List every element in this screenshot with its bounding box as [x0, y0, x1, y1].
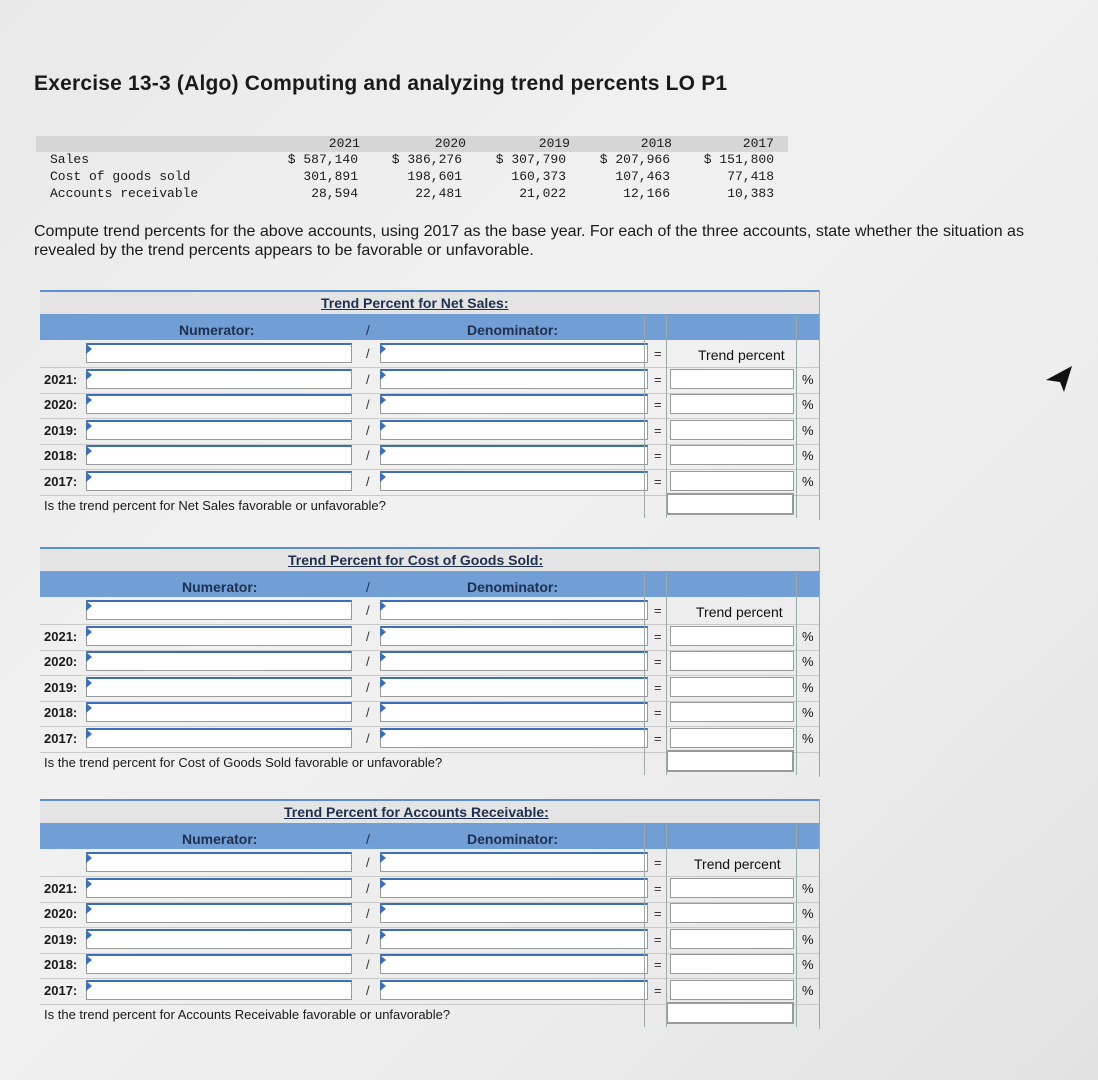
divide-symbol: /: [366, 603, 370, 618]
percent-sign: %: [802, 705, 814, 720]
panel-header-bar: [40, 314, 820, 340]
table-row: [36, 152, 788, 168]
numerator-input[interactable]: [86, 651, 352, 671]
year-label: 2019:: [44, 679, 78, 695]
year-label: 2018:: [44, 448, 78, 463]
denominator-input[interactable]: [380, 420, 648, 440]
row-label: Sales: [50, 152, 90, 167]
panel-header-bar: [40, 823, 820, 849]
input-row: [40, 443, 820, 470]
denominator-input[interactable]: [380, 445, 648, 465]
divide-symbol: /: [366, 957, 370, 972]
trend-percent-input[interactable]: [670, 954, 794, 974]
table-cell: 107,463: [615, 169, 670, 184]
denominator-input[interactable]: [380, 702, 648, 722]
table-cell: $ 307,790: [495, 152, 566, 167]
input-row: [40, 649, 820, 676]
divide-symbol: /: [366, 397, 370, 412]
column-divider: [666, 825, 667, 1027]
year-label: 2019:: [44, 422, 78, 438]
table-cell: 10,383: [727, 186, 774, 201]
year-header: 2019: [538, 136, 570, 151]
favorability-question: Is the trend percent for Cost of Goods Sold favorable or unfavorable?: [44, 755, 443, 770]
trend-percent-input[interactable]: [670, 929, 794, 949]
numerator-input[interactable]: [86, 954, 352, 974]
denominator-input[interactable]: [380, 394, 648, 414]
trend-panel: [40, 799, 820, 1034]
year-label: 2017:: [44, 982, 78, 998]
panel-header-bar: [40, 571, 820, 597]
table-cell: 160,373: [511, 169, 566, 184]
percent-sign: %: [802, 422, 814, 438]
row-label: Cost of goods sold: [50, 169, 191, 184]
divide-symbol: /: [366, 448, 370, 463]
denominator-input[interactable]: [380, 728, 648, 748]
input-row: [40, 341, 820, 368]
numerator-input[interactable]: [86, 980, 352, 1000]
input-row: [40, 624, 820, 651]
column-divider: [644, 825, 645, 1027]
table-cell: $ 151,800: [703, 152, 774, 167]
input-row: [40, 927, 820, 954]
divide-symbol: /: [366, 679, 370, 695]
numerator-input[interactable]: [86, 903, 352, 923]
year-label: 2021:: [44, 371, 78, 387]
table-cell: $ 386,276: [391, 152, 462, 167]
trend-percent-input[interactable]: [670, 369, 794, 389]
year-header: 2017: [742, 136, 774, 151]
panel-title: Trend Percent for Cost of Goods Sold:: [288, 552, 544, 568]
trend-percent-input[interactable]: [670, 394, 794, 414]
numerator-input[interactable]: [86, 852, 352, 872]
denominator-input[interactable]: [380, 903, 648, 923]
trend-percent-header: Trend percent: [694, 856, 781, 872]
numerator-input[interactable]: [86, 600, 352, 620]
equals-symbol: =: [654, 346, 662, 361]
panel-right-border: [819, 290, 820, 520]
divide-symbol: /: [366, 705, 370, 720]
divide-symbol: /: [366, 982, 370, 998]
input-row: [40, 675, 820, 702]
table-row: [36, 169, 788, 185]
equals-symbol: =: [654, 855, 662, 870]
divide-symbol: /: [366, 831, 370, 847]
equals-symbol: =: [654, 473, 662, 489]
input-row: [40, 952, 820, 979]
trend-percent-input[interactable]: [670, 728, 794, 748]
column-divider: [796, 573, 797, 775]
equals-symbol: =: [654, 931, 662, 947]
divide-symbol: /: [366, 322, 370, 338]
trend-percent-input[interactable]: [670, 651, 794, 671]
percent-sign: %: [802, 397, 814, 412]
favorable-unfavorable-select[interactable]: [666, 493, 794, 515]
table-cell: 77,418: [727, 169, 774, 184]
data-table-header: [36, 136, 788, 152]
column-divider: [796, 825, 797, 1027]
numerator-input[interactable]: [86, 343, 352, 363]
numerator-input[interactable]: [86, 445, 352, 465]
table-cell: 28,594: [311, 186, 358, 201]
percent-sign: %: [802, 371, 814, 387]
input-row: [40, 392, 820, 419]
table-cell: 301,891: [303, 169, 358, 184]
table-cell: 21,022: [519, 186, 566, 201]
table-row: [36, 186, 788, 202]
percent-sign: %: [802, 906, 814, 921]
divide-symbol: /: [366, 346, 370, 361]
table-cell: 198,601: [407, 169, 462, 184]
year-label: 2017:: [44, 473, 78, 489]
table-cell: 22,481: [415, 186, 462, 201]
input-row: [40, 700, 820, 727]
column-divider: [796, 316, 797, 518]
trend-percent-input[interactable]: [670, 903, 794, 923]
equals-symbol: =: [654, 603, 662, 618]
numerator-header: Numerator:: [182, 831, 258, 847]
divide-symbol: /: [366, 422, 370, 438]
favorability-question: Is the trend percent for Accounts Receivable favorable or unfavorable?: [44, 1007, 451, 1022]
denominator-input[interactable]: [380, 471, 648, 491]
trend-percent-input[interactable]: [670, 702, 794, 722]
input-row: [40, 726, 820, 753]
input-row: [40, 876, 820, 903]
equals-symbol: =: [654, 397, 662, 412]
percent-sign: %: [802, 931, 814, 947]
equals-symbol: =: [654, 448, 662, 463]
denominator-input[interactable]: [380, 980, 648, 1000]
divide-symbol: /: [366, 931, 370, 947]
year-label: 2018:: [44, 705, 78, 720]
trend-percent-header: Trend percent: [696, 604, 783, 620]
equals-symbol: =: [654, 628, 662, 644]
year-header: 2021: [328, 136, 360, 151]
year-header: 2018: [640, 136, 672, 151]
equals-symbol: =: [654, 422, 662, 438]
numerator-input[interactable]: [86, 626, 352, 646]
trend-percent-input[interactable]: [670, 626, 794, 646]
column-divider: [666, 316, 667, 518]
percent-sign: %: [802, 448, 814, 463]
year-label: 2020:: [44, 397, 78, 412]
divide-symbol: /: [366, 628, 370, 644]
mouse-pointer-icon: [1044, 362, 1074, 394]
numerator-input[interactable]: [86, 394, 352, 414]
instructions-text: Compute trend percents for the above accounts, using 2017 as the base year. For each of the three accounts, state whether the situation as revealed by the trend percents appears to be favorable or unfavorable.: [34, 223, 1024, 259]
equals-symbol: =: [654, 906, 662, 921]
divide-symbol: /: [366, 855, 370, 870]
numerator-input[interactable]: [86, 728, 352, 748]
denominator-input[interactable]: [380, 954, 648, 974]
page-title: Exercise 13-3 (Algo) Computing and analyzing trend percents LO P1: [34, 72, 728, 95]
denominator-header: Denominator:: [467, 322, 558, 338]
input-row: [40, 850, 820, 877]
divide-symbol: /: [366, 880, 370, 896]
year-label: 2021:: [44, 628, 78, 644]
trend-panel: [40, 290, 820, 525]
row-label: Accounts receivable: [50, 186, 199, 201]
denominator-input[interactable]: [380, 651, 648, 671]
divide-symbol: /: [366, 579, 370, 595]
equals-symbol: =: [654, 982, 662, 998]
table-cell: $ 587,140: [287, 152, 358, 167]
divide-symbol: /: [366, 371, 370, 387]
equals-symbol: =: [654, 705, 662, 720]
trend-percent-input[interactable]: [670, 677, 794, 697]
percent-sign: %: [802, 880, 814, 896]
denominator-header: Denominator:: [467, 579, 558, 595]
divide-symbol: /: [366, 730, 370, 746]
percent-sign: %: [802, 679, 814, 695]
favorability-question: Is the trend percent for Net Sales favorable or unfavorable?: [44, 498, 386, 513]
trend-percent-input[interactable]: [670, 878, 794, 898]
year-header: 2020: [434, 136, 466, 151]
numerator-input[interactable]: [86, 702, 352, 722]
panel-right-border: [819, 547, 820, 777]
table-cell: $ 207,966: [599, 152, 670, 167]
year-label: 2021:: [44, 880, 78, 896]
denominator-input[interactable]: [380, 852, 648, 872]
denominator-input[interactable]: [380, 369, 648, 389]
panel-title: Trend Percent for Net Sales:: [321, 295, 509, 311]
input-row: [40, 367, 820, 394]
percent-sign: %: [802, 654, 814, 669]
equals-symbol: =: [654, 880, 662, 896]
percent-sign: %: [802, 730, 814, 746]
divide-symbol: /: [366, 906, 370, 921]
percent-sign: %: [802, 982, 814, 998]
favorable-unfavorable-select[interactable]: [666, 750, 794, 772]
numerator-input[interactable]: [86, 677, 352, 697]
equals-symbol: =: [654, 679, 662, 695]
input-row: [40, 418, 820, 445]
trend-percent-input[interactable]: [670, 471, 794, 491]
input-row: [40, 901, 820, 928]
year-label: 2019:: [44, 931, 78, 947]
equals-symbol: =: [654, 957, 662, 972]
column-divider: [644, 573, 645, 775]
denominator-input[interactable]: [380, 878, 648, 898]
percent-sign: %: [802, 473, 814, 489]
denominator-input[interactable]: [380, 626, 648, 646]
panel-right-border: [819, 799, 820, 1029]
trend-percent-input[interactable]: [670, 420, 794, 440]
trend-percent-header: Trend percent: [698, 347, 785, 363]
equals-symbol: =: [654, 371, 662, 387]
percent-sign: %: [802, 628, 814, 644]
panel-title: Trend Percent for Accounts Receivable:: [284, 804, 549, 820]
year-label: 2020:: [44, 906, 78, 921]
numerator-input[interactable]: [86, 369, 352, 389]
numerator-input[interactable]: [86, 878, 352, 898]
column-divider: [644, 316, 645, 518]
column-divider: [666, 573, 667, 775]
input-row: [40, 469, 820, 496]
numerator-header: Numerator:: [182, 579, 258, 595]
denominator-input[interactable]: [380, 600, 648, 620]
trend-percent-input[interactable]: [670, 980, 794, 1000]
trend-panel: [40, 547, 820, 782]
favorable-unfavorable-select[interactable]: [666, 1002, 794, 1024]
year-label: 2017:: [44, 730, 78, 746]
denominator-input[interactable]: [380, 929, 648, 949]
numerator-input[interactable]: [86, 420, 352, 440]
table-cell: 12,166: [623, 186, 670, 201]
year-label: 2020:: [44, 654, 78, 669]
denominator-input[interactable]: [380, 343, 648, 363]
numerator-input[interactable]: [86, 471, 352, 491]
year-label: 2018:: [44, 957, 78, 972]
denominator-header: Denominator:: [467, 831, 558, 847]
input-row: [40, 598, 820, 625]
numerator-header: Numerator:: [179, 322, 255, 338]
equals-symbol: =: [654, 730, 662, 746]
divide-symbol: /: [366, 473, 370, 489]
numerator-input[interactable]: [86, 929, 352, 949]
denominator-input[interactable]: [380, 677, 648, 697]
equals-symbol: =: [654, 654, 662, 669]
trend-percent-input[interactable]: [670, 445, 794, 465]
divide-symbol: /: [366, 654, 370, 669]
input-row: [40, 978, 820, 1005]
percent-sign: %: [802, 957, 814, 972]
